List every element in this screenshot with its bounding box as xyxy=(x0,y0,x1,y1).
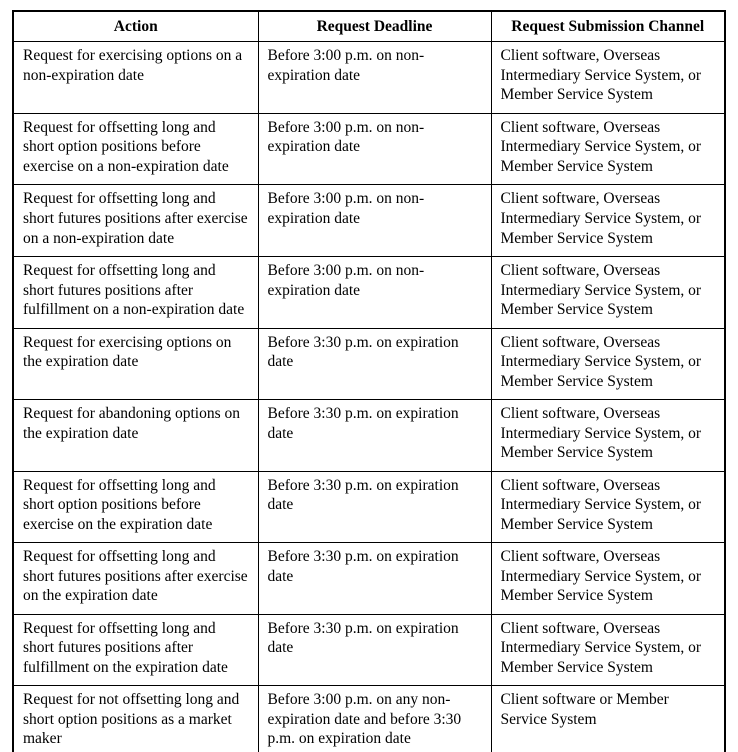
table-row xyxy=(13,400,725,472)
deadline-cell: Before 3:00 p.m. on non-expiration date xyxy=(258,113,491,185)
table-row xyxy=(13,471,725,543)
action-cell: Request for offsetting long and short option positions before exercise on a non-expiration date xyxy=(13,113,258,185)
table-row xyxy=(13,686,725,752)
channel-cell: Client software, Overseas Intermediary Service System, or Member Service System xyxy=(491,400,725,472)
channel-cell: Client software or Member Service System xyxy=(491,686,725,752)
deadline-cell: Before 3:30 p.m. on expiration date xyxy=(258,614,491,686)
deadline-cell: Before 3:00 p.m. on any non-expiration date and before 3:30 p.m. on expiration date xyxy=(258,686,491,752)
action-cell: Request for not offsetting long and short option positions as a market maker xyxy=(13,686,258,752)
deadline-cell: Before 3:00 p.m. on non-expiration date xyxy=(258,185,491,257)
table-row xyxy=(13,113,725,185)
deadline-cell: Before 3:00 p.m. on non-expiration date xyxy=(258,257,491,329)
channel-cell: Client software, Overseas Intermediary Service System, or Member Service System xyxy=(491,614,725,686)
table-row xyxy=(13,185,725,257)
channel-cell: Client software, Overseas Intermediary Service System, or Member Service System xyxy=(491,42,725,114)
deadline-cell: Before 3:00 p.m. on non-expiration date xyxy=(258,42,491,114)
channel-cell: Client software, Overseas Intermediary Service System, or Member Service System xyxy=(491,471,725,543)
channel-cell: Client software, Overseas Intermediary Service System, or Member Service System xyxy=(491,328,725,400)
action-cell: Request for abandoning options on the expiration date xyxy=(13,400,258,472)
column-header-action: Action xyxy=(13,11,258,42)
action-cell: Request for exercising options on the expiration date xyxy=(13,328,258,400)
action-cell: Request for offsetting long and short futures positions after fulfillment on a non-expiration date xyxy=(13,257,258,329)
table-row xyxy=(13,328,725,400)
channel-cell: Client software, Overseas Intermediary Service System, or Member Service System xyxy=(491,185,725,257)
channel-cell: Client software, Overseas Intermediary Service System, or Member Service System xyxy=(491,113,725,185)
channel-cell: Client software, Overseas Intermediary Service System, or Member Service System xyxy=(491,543,725,615)
table-row xyxy=(13,614,725,686)
request-deadline-table xyxy=(12,10,726,752)
deadline-cell: Before 3:30 p.m. on expiration date xyxy=(258,400,491,472)
action-cell: Request for exercising options on a non-expiration date xyxy=(13,42,258,114)
deadline-cell: Before 3:30 p.m. on expiration date xyxy=(258,328,491,400)
channel-cell: Client software, Overseas Intermediary Service System, or Member Service System xyxy=(491,257,725,329)
table-row xyxy=(13,543,725,615)
action-cell: Request for offsetting long and short futures positions after fulfillment on the expiration date xyxy=(13,614,258,686)
action-cell: Request for offsetting long and short futures positions after exercise on a non-expiration date xyxy=(13,185,258,257)
action-cell: Request for offsetting long and short futures positions after exercise on the expiration date xyxy=(13,543,258,615)
column-header-request-submission-channel: Request Submission Channel xyxy=(491,11,725,42)
column-header-request-deadline: Request Deadline xyxy=(258,11,491,42)
table-row xyxy=(13,257,725,329)
deadline-cell: Before 3:30 p.m. on expiration date xyxy=(258,543,491,615)
action-cell: Request for offsetting long and short option positions before exercise on the expiration date xyxy=(13,471,258,543)
deadline-cell: Before 3:30 p.m. on expiration date xyxy=(258,471,491,543)
table-header-row xyxy=(13,11,725,42)
table-row xyxy=(13,42,725,114)
